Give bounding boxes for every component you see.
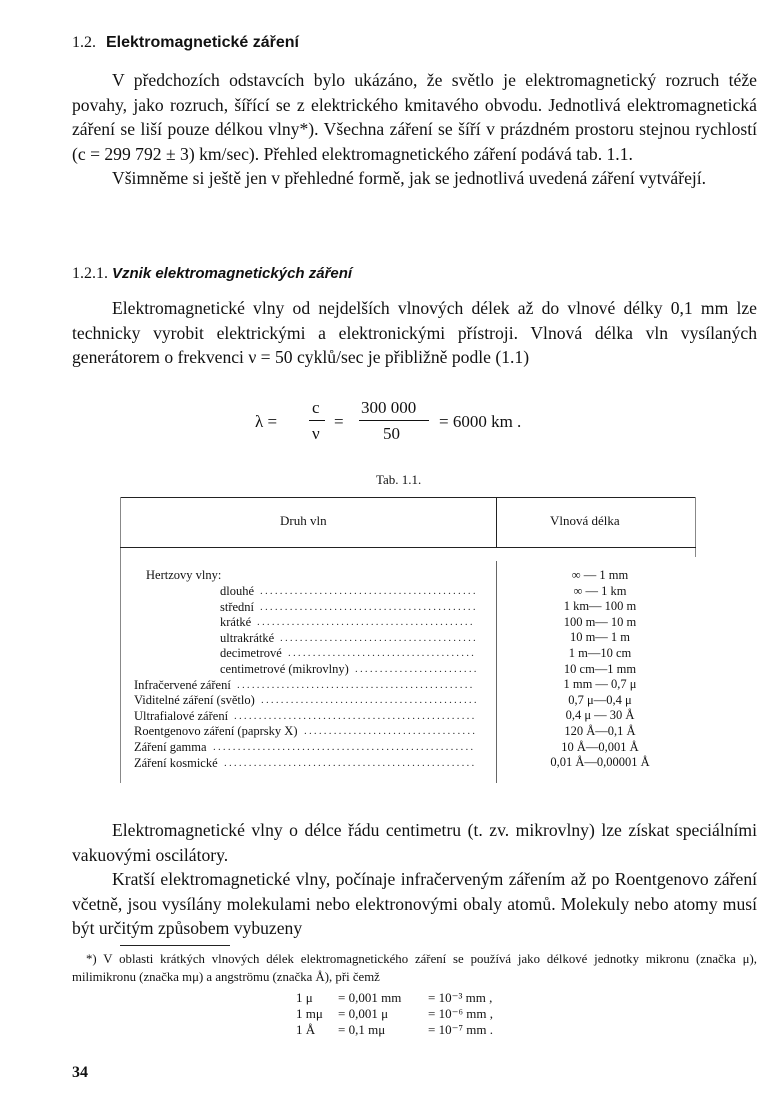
leader-dots: ................................................ [237, 678, 475, 691]
section-heading [72, 34, 299, 52]
table-row [220, 630, 492, 646]
fraction-bar-2 [359, 420, 429, 421]
section-title: Elektromagnetické záření [106, 34, 299, 51]
row-label: Ultrafialové záření [134, 708, 229, 723]
wavelength-value: 1 mm — 0,7 μ [563, 677, 637, 692]
row-label: střední [220, 599, 255, 614]
wavelength-table [120, 497, 696, 783]
unit-symbol: 1 μ [296, 990, 313, 1005]
table-body-divider [496, 561, 497, 783]
table-row [220, 661, 492, 677]
leader-dots: ................................... [304, 725, 478, 738]
unit-equiv: = 0,1 mμ [338, 1022, 386, 1037]
table-group-label: Hertzovy vlny: [146, 568, 222, 582]
leader-dots: ............................................ [260, 600, 478, 613]
row-label: Záření kosmické [134, 755, 218, 770]
leader-dots: ................................................. [234, 709, 477, 722]
table-caption: Tab. 1.1. [376, 472, 422, 487]
after-paragraph-1: Elektromagnetické vlny o délce řádu centimetru (t. zv. mikrovlny) lze získat speciálními vakuovými oscilátory. [72, 820, 757, 865]
section-number: 1.2. [72, 34, 96, 51]
unit-power: = 10⁻³ mm , [428, 990, 493, 1005]
table-header-rule [120, 547, 696, 548]
leader-dots: ................................................... [224, 756, 477, 769]
row-label: krátké [220, 615, 252, 630]
table-row [220, 614, 492, 630]
row-label: dlouhé [220, 584, 255, 598]
after-paragraph-2: Kratší elektromagnetické vlny, počínaje infračerveným zářením až po Roentgenovo záření včetně, jsou vysílány molekulami nebo elektronovými obaly atomů. Molekuly nebo atomy musí být určitým způsobem vybuzeny [72, 869, 757, 938]
equation-frac2-num: 300 000 [361, 398, 417, 417]
subsection-text [72, 296, 757, 370]
equation-frac2-den: 50 [383, 424, 400, 443]
equation-frac1-num: c [312, 398, 320, 417]
leader-dots: ............................................ [260, 585, 478, 597]
unit-power: = 10⁻⁷ mm . [428, 1022, 493, 1037]
wavelength-value: 0,4 μ — 30 Å [565, 708, 635, 723]
leader-dots: ............................................ [261, 694, 479, 707]
table-top-rule [120, 497, 696, 498]
footnote-rule [120, 945, 230, 946]
unit-equiv: = 0,001 mm [338, 990, 402, 1005]
wavelength-value: 10 cm—1 mm [563, 661, 637, 676]
table-row [134, 677, 492, 693]
leader-dots: ........................................ [280, 631, 478, 644]
table-header-wavelength: Vlnová délka [550, 513, 620, 528]
table-row [134, 708, 492, 724]
unit-symbol: 1 Å [296, 1022, 316, 1037]
leader-dots: ...................................... [288, 647, 477, 660]
wavelength-value: 100 m— 10 m [563, 614, 637, 629]
table-right-rule [695, 497, 696, 557]
equation-eq1: = [334, 412, 344, 431]
wavelength-value: 0,01 Å—0,00001 Å [550, 755, 650, 770]
row-label: centimetrové (mikrovlny) [220, 662, 349, 676]
leader-dots: ............................................ [257, 616, 475, 629]
wavelength-value: 120 Å—0,1 Å [564, 724, 636, 738]
fraction-bar-1 [309, 420, 325, 421]
row-label: ultrakrátké [220, 630, 275, 645]
wavelength-value: 0,7 μ—0,4 μ [568, 692, 632, 707]
row-label: Infračervené záření [134, 677, 231, 692]
row-label: Viditelné záření (světlo) [134, 693, 255, 708]
equation-rhs: = 6000 km . [439, 412, 522, 431]
wavelength-value: 10 Å—0,001 Å [561, 739, 639, 754]
wavelength-value: ∞ — 1 mm [571, 568, 629, 582]
equation [255, 398, 575, 458]
row-label: decimetrové [220, 646, 282, 661]
subsection-number: 1.2.1. [72, 265, 108, 282]
intro-paragraph-2: Všimněme si ještě jen v přehledné formě, jak se jednotlivá uvedená záření vytvářejí. [112, 168, 707, 188]
unit-equiv: = 0,001 μ [338, 1006, 389, 1021]
subsection-paragraph: Elektromagnetické vlny od nejdelších vlnových délek až do vlnové délky 0,1 mm lze technicky vyrobit elektrickými a elektronickými přístroji. Vlnová délka vln vysílaných generátorem o frekvenci ν = 50 cyklů/sec je přibližně podle (1.1) [72, 298, 757, 367]
table-header-type: Druh vln [280, 513, 327, 528]
leader-dots: ..................................................... [213, 741, 476, 753]
table-left-rule [120, 497, 121, 783]
after-text [72, 818, 757, 941]
intro-paragraph-1: V předchozích odstavcích bylo ukázáno, že světlo je elektromagnetický rozruch téže povahy, jako rozruch, šířící se z elektrického kmitavého obvodu. Jednotlivá elektromagnetická záření se liší pouze délkou vlny*). Všechna záření se šíří v prázdném prostoru stejnou rychlostí (c = 299 792 ± 3) km/sec). Přehled elektromagnetického záření podává tab. 1.1. [72, 70, 757, 164]
wavelength-value: 1 km— 100 m [563, 599, 637, 614]
unit-symbol: 1 mμ [296, 1006, 323, 1021]
equation-frac1-den: ν [312, 424, 320, 443]
wavelength-value: 1 m—10 cm [568, 646, 632, 660]
table-row [134, 755, 492, 771]
equation-lhs: λ = [255, 412, 278, 431]
row-label: Záření gamma [134, 740, 207, 754]
leader-dots: ......................... [355, 663, 479, 675]
table-row [134, 739, 492, 755]
table-row [134, 692, 492, 708]
subsection-heading [72, 265, 352, 283]
footnote-text: *) V oblasti krátkých vlnových délek elektromagnetického záření se používá jako délkové jednotky mikronu (značka μ), milimikronu (značka mμ) a angströmu (značka Å), při čemž [72, 952, 757, 984]
wavelength-value: 10 m— 1 m [569, 630, 631, 645]
wavelength-value: ∞ — 1 km [573, 583, 627, 598]
page-number: 34 [72, 1064, 88, 1081]
table-row [220, 599, 492, 615]
table-row [134, 723, 492, 739]
table-header-divider [496, 497, 497, 547]
subsection-title: Vznik elektromagnetických záření [112, 265, 353, 282]
row-label: Roentgenovo záření (paprsky X) [134, 724, 298, 739]
unit-power: = 10⁻⁶ mm , [428, 1006, 493, 1021]
table-row [220, 645, 492, 661]
footnote [72, 950, 757, 986]
table-row [220, 583, 492, 599]
intro-text [72, 68, 757, 191]
